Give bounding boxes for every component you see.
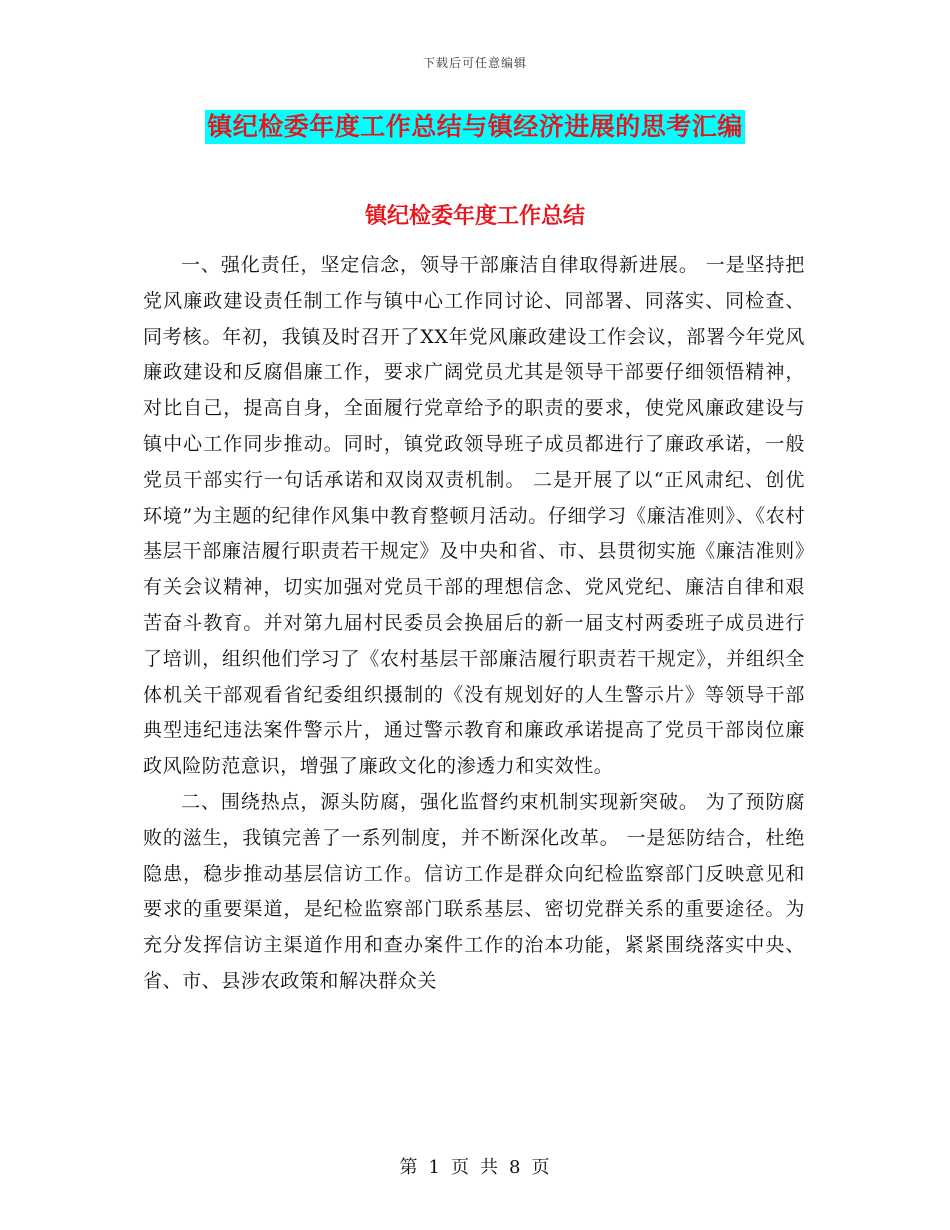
footer-total-suffix: 页: [531, 1157, 551, 1178]
header-note: 下载后可任意编辑: [422, 56, 527, 70]
footer-page-word: 页: [451, 1157, 470, 1178]
footer-total-prefix: 共: [480, 1157, 499, 1178]
section-title: 镇纪检委年度工作总结: [364, 203, 585, 229]
total-page-number: 8: [509, 1157, 522, 1178]
page-footer: [0, 1153, 950, 1179]
current-page-number: 1: [428, 1157, 441, 1178]
paragraph-1: 一、强化责任，坚定信念，领导干部廉洁自律取得新进展。 一是坚持把党风廉政建设责任制工作与镇中心工作同讨论、同部署、同落实、同检查、同考核。年初，我镇及时召开了XX年党风廉政建设工作会议，部署今年党风廉政建设和反腐倡廉工作，要求广阔党员尤其是领导干部要仔细领悟精神，对比自己，提高自身，全面履行党章给予的职责的要求，使党风廉政建设与镇中心工作同步推动。同时，镇党政领导班子成员都进行了廉政承诺，一般党员干部实行一句话承诺和双岗双责机制。 二是开展了以“正风肃纪、创优环境”为主题的纪律作风集中教育整顿月活动。仔细学习《廉洁准则》、《农村基层干部廉洁履行职责若干规定》及中央和省、市、县贯彻实施《廉洁准则》有关会议精神，切实加强对党员干部的理想信念、党风党纪、廉洁自律和艰苦奋斗教育。并对第九届村民委员会换届后的新一届支村两委班子成员进行了培训，组织他们学习了《农村基层干部廉洁履行职责若干规定》，并组织全体机关干部观看省纪委组织摄制的《没有规划好的人生警示片》等领导干部典型违纪违法案件警示片，通过警示教育和廉政承诺提高了党员干部岗位廉政风险防范意识，增强了廉政文化的渗透力和实效性。: [143, 254, 805, 778]
document-body: [143, 248, 805, 1000]
main-title: 镇纪检委年度工作总结与镇经济进展的思考汇编: [205, 110, 745, 144]
main-title-container: [0, 110, 950, 144]
footer-prefix: 第: [399, 1157, 419, 1178]
paragraph-2: 二、围绕热点，源头防腐，强化监督约束机制实现新突破。 为了预防腐败的滋生，我镇完善了一系列制度，并不断深化改革。 一是惩防结合，杜绝隐患，稳步推动基层信访工作。信访工作是群众向纪检监察部门反映意见和要求的重要渠道，是纪检监察部门联系基层、密切党群关系的重要途径。为充分发挥信访主渠道作用和查办案件工作的治本功能，紧紧围绕落实中央、省、市、县涉农政策和解决群众关: [143, 790, 805, 992]
